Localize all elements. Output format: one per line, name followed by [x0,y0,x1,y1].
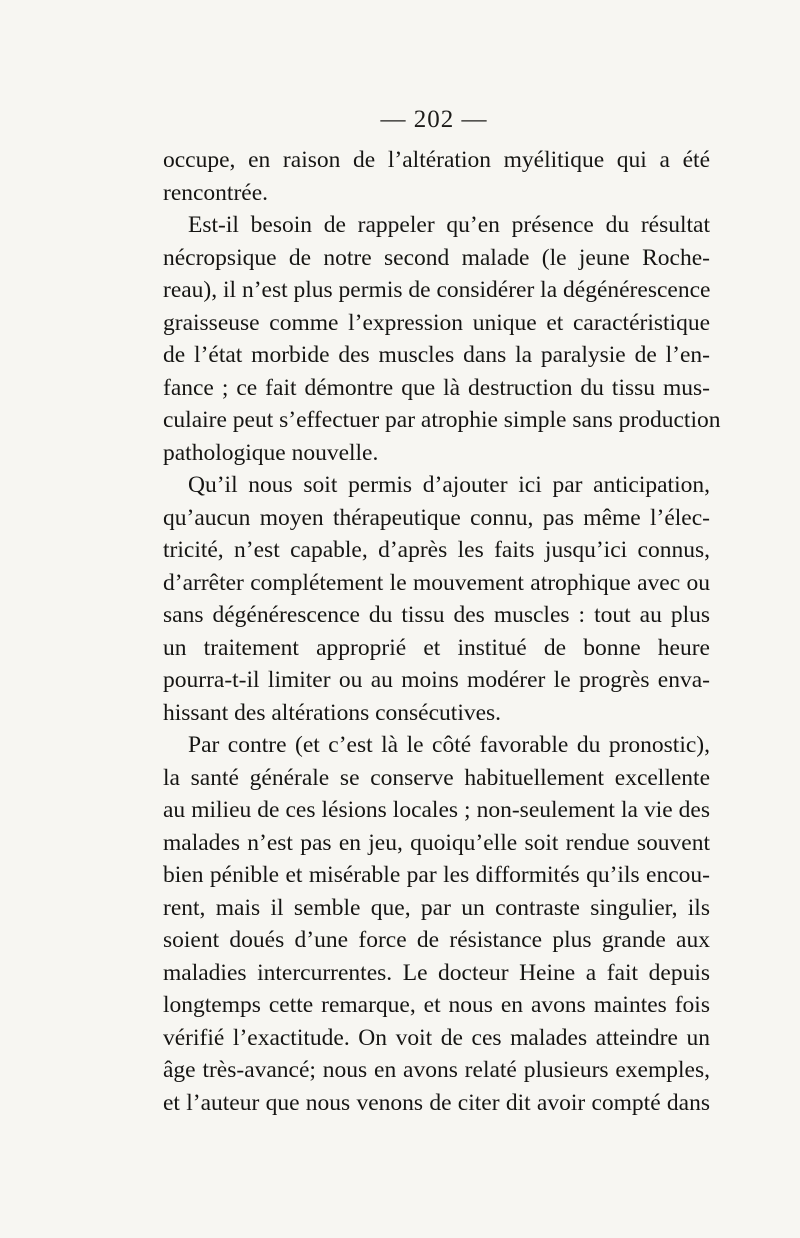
text-line: reau), il n’est plus permis de considérer la dégénérescence [163,277,711,303]
text-line: pourra-t-il limiter ou au moins modérer le progrès enva- [163,667,710,693]
text-line: qu’aucun moyen thérapeutique connu, pas même l’élec- [163,504,710,531]
text-line: âge très-avancé; nous en avons relaté plusieurs exemples, [163,1057,710,1083]
page-number: — 202 — [380,106,488,133]
text-line: au milieu de ces lésions locales ; non-seulement la vie des [163,797,710,823]
text-line: d’arrêter complétement le mouvement atrophique avec ou [163,569,710,596]
text-line: de l’état morbide des muscles dans la paralysie de l’en- [163,342,710,368]
text-line: occupe, en raison de l’altération myélitique qui a été [163,147,710,173]
text-line: malades n’est pas en jeu, quoiqu’elle soit rendue souvent [163,829,710,856]
text-line: rent, mais il semble que, par un contraste singulier, ils [163,894,710,921]
text-line: un traitement approprié et institué de bonne heure [163,634,710,661]
text-line: Qu’il nous soit permis d’ajouter ici par anticipation, [188,472,710,498]
text-line: longtemps cette remarque, et nous en avons maintes fois [163,992,710,1018]
text-line: bien pénible et misérable par les difformités qu’ils encou- [163,862,710,888]
text-line: fance ; ce fait démontre que là destruction du tissu mus- [163,374,710,401]
text-line: culaire peut s’effectuer par atrophie simple sans production [163,407,721,433]
text-line: la santé générale se conserve habituellement excellente [163,764,710,791]
text-line: tricité, n’est capable, d’après les faits jusqu’ici connus, [163,537,710,563]
paragraph-1 [163,144,710,209]
text-line: vérifié l’exactitude. On voit de ces malades atteindre un [163,1024,710,1051]
text-line: pathologique nouvelle. [163,439,379,466]
paragraph-2 [163,209,721,469]
text-line: et l’auteur que nous venons de citer dit avoir compté dans [163,1089,710,1116]
text-line: hissant des altérations consécutives. [163,699,502,726]
text-line: nécropsique de notre second malade (le jeune Roche- [163,244,710,271]
text-line: Par contre (et c’est là le côté favorable du pronostic), [188,732,710,758]
paragraph-4 [163,729,710,1119]
text-line: graisseuse comme l’expression unique et caractéristique [163,309,710,336]
body-text [163,144,721,1119]
text-line: sans dégénérescence du tissu des muscles : tout au plus [163,602,710,628]
text-line: rencontrée. [163,179,269,206]
text-line: soient doués d’une force de résistance plus grande aux [163,927,710,953]
text-line: Est-il besoin de rappeler qu’en présence du résultat [188,212,710,238]
text-line: maladies intercurrentes. Le docteur Heine a fait depuis [163,959,710,986]
paragraph-3 [163,469,710,729]
